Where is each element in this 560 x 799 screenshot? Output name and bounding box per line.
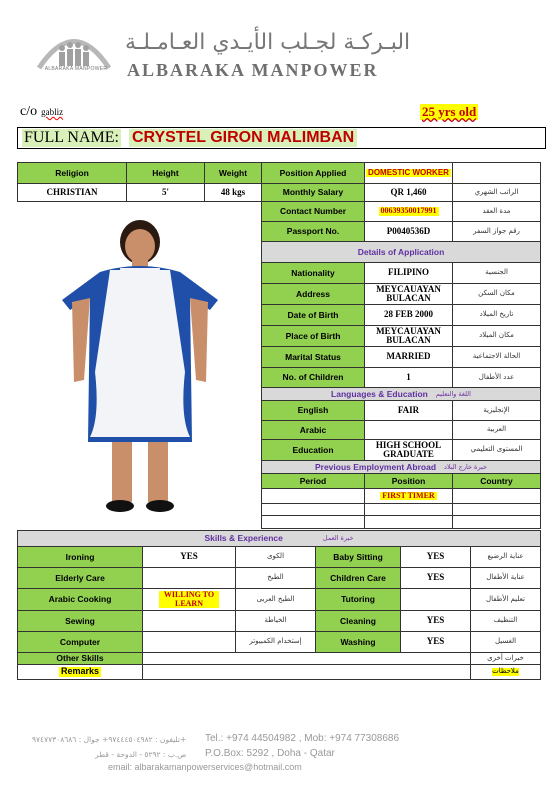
tutoring-arabic: تعليم الأطفال <box>470 588 541 611</box>
details-section-header: Details of Application <box>261 241 541 263</box>
baby-sitting-value: YES <box>400 546 471 568</box>
marital-label: Marital Status <box>261 346 365 368</box>
position-value: DOMESTIC WORKER <box>364 162 453 184</box>
english-arabic: الإنجليزية <box>452 400 541 421</box>
country-header: Country <box>452 473 541 489</box>
washing-value: YES <box>400 631 471 653</box>
cleaning-label: Cleaning <box>315 610 401 632</box>
address-arabic: مكان السكن <box>452 283 541 305</box>
children-care-arabic: عناية الأطفال <box>470 567 541 589</box>
brand-name-arabic: البـركـة لجـلب الأيـدي العـامـلـة <box>125 30 411 55</box>
children-arabic: عدد الأطفال <box>452 367 541 388</box>
passport-value: P0040536D <box>364 221 453 242</box>
arabic-cooking-value: WILLING TO LEARN <box>142 588 236 611</box>
baby-sitting-label: Baby Sitting <box>315 546 401 568</box>
dob-label: Date of Birth <box>261 304 365 326</box>
sewing-label: Sewing <box>17 610 143 632</box>
contact-arabic: مدة العقد <box>452 201 541 222</box>
emp-row-1-period <box>261 488 365 504</box>
children-care-label: Children Care <box>315 567 401 589</box>
english-label: English <box>261 400 365 421</box>
ironing-arabic: الكوى <box>235 546 316 568</box>
cleaning-arabic: التنظيف <box>470 610 541 632</box>
weight-value: 48 kgs <box>204 183 262 202</box>
footer-pobox-arabic: ص.ب : ٥٢٩٢ - الدوحة - قطر <box>95 750 187 759</box>
nationality-label: Nationality <box>261 262 365 284</box>
computer-arabic: إستخدام الكمبيوتر <box>235 631 316 653</box>
sewing-arabic: الخياطة <box>235 610 316 632</box>
worker-figure <box>20 202 260 528</box>
pob-label: Place of Birth <box>261 325 365 347</box>
footer-email: email: albarakamanpowerservices@hotmail.com <box>108 762 302 772</box>
skills-section-header: Skills & Experience خبرة العمل <box>17 530 541 547</box>
height-value: 5' <box>126 183 205 202</box>
full-name-row <box>17 127 546 149</box>
emp-row-3-position <box>364 515 453 529</box>
height-header: Height <box>126 162 205 184</box>
emp-position-header: Position <box>364 473 453 489</box>
education-value: HIGH SCHOOL GRADUATE <box>364 439 453 461</box>
arabic-label: Arabic <box>261 420 365 440</box>
dob-arabic: تاريخ الميلاد <box>452 304 541 326</box>
sewing-value <box>142 610 236 632</box>
remarks-arabic-cell: ملاحظات <box>470 664 541 680</box>
arabic-cooking-label: Arabic Cooking <box>17 588 143 611</box>
pob-arabic: مكان الميلاد <box>452 325 541 347</box>
ironing-label: Ironing <box>17 546 143 568</box>
empty-cell <box>452 162 541 184</box>
arabic-cooking-arabic: الطبخ العربى <box>235 588 316 611</box>
ironing-value: YES <box>142 546 236 568</box>
address-label: Address <box>261 283 365 305</box>
remarks-value <box>142 664 471 680</box>
emp-row-3-period <box>261 515 365 529</box>
marital-arabic: الحالة الاجتماعية <box>452 346 541 368</box>
elderly-care-label: Elderly Care <box>17 567 143 589</box>
footer-phone: Tel.: +974 44504982 , Mob: +974 77308686 <box>205 733 400 744</box>
emp-row-1-position: FIRST TIMER <box>364 488 453 504</box>
children-label: No. of Children <box>261 367 365 388</box>
arabic-value <box>364 420 453 440</box>
position-header: Position Applied <box>261 162 365 184</box>
applicant-photo <box>20 202 260 528</box>
tutoring-label: Tutoring <box>315 588 401 611</box>
tutoring-value <box>400 588 471 611</box>
salary-arabic: الراتب الشهري <box>452 183 541 202</box>
salary-value: QR 1,460 <box>364 183 453 202</box>
computer-value <box>142 631 236 653</box>
languages-section-header: Languages & Education اللغة والتعليم <box>261 387 541 401</box>
contact-label: Contact Number <box>261 201 365 222</box>
religion-header: Religion <box>17 162 127 184</box>
dob-value: 28 FEB 2000 <box>364 304 453 326</box>
passport-label: Passport No. <box>261 221 365 242</box>
arabic-arabic: العربية <box>452 420 541 440</box>
nationality-arabic: الجنسية <box>452 262 541 284</box>
education-label: Education <box>261 439 365 461</box>
period-header: Period <box>261 473 365 489</box>
english-value: FAIR <box>364 400 453 421</box>
religion-value: CHRISTIAN <box>17 183 127 202</box>
full-name-value: CRYSTEL GIRON MALIMBAN <box>129 129 357 147</box>
employment-section-header: Previous Employment Abroad خبرة خارج البلاد <box>261 460 541 474</box>
remarks-label-cell: Remarks <box>17 664 143 680</box>
brand-name: ALBARAKA MANPOWER <box>127 60 379 80</box>
passport-arabic: رقم جواز السفر <box>452 221 541 242</box>
salary-label: Monthly Salary <box>261 183 365 202</box>
weight-header: Weight <box>204 162 262 184</box>
logo-caption: ALBARAKA MANPOWER <box>44 66 108 72</box>
other-skills-arabic: خبرات أخرى <box>470 652 541 665</box>
age-badge: 25 yrs old <box>422 104 477 119</box>
other-skills-label: Other Skills <box>17 652 143 665</box>
footer-pobox: P.O.Box: 5292 , Doha - Qatar <box>205 748 335 759</box>
pob-value: MEYCAUAYAN BULACAN <box>364 325 453 347</box>
care-of: c/o gabliz <box>20 104 64 119</box>
children-value: 1 <box>364 367 453 388</box>
emp-row-3-country <box>452 515 541 529</box>
baby-sitting-arabic: عناية الرضيع <box>470 546 541 568</box>
cleaning-value: YES <box>400 610 471 632</box>
elderly-care-value <box>142 567 236 589</box>
children-care-value: YES <box>400 567 471 589</box>
washing-arabic: الغسيل <box>470 631 541 653</box>
computer-label: Computer <box>17 631 143 653</box>
footer-phone-arabic: تليفون : ٩٧٤٤٤٥٠٤٩٨٢+ جوال : ٩٧٤٧٧٣٠٨٦٨٦+ <box>32 735 187 744</box>
emp-row-1-country <box>452 488 541 504</box>
education-arabic: المستوى التعليمي <box>452 439 541 461</box>
cooking-arabic: الطبخ <box>235 567 316 589</box>
full-name-label: FULL NAME: <box>24 129 119 146</box>
address-value: MEYCAUAYAN BULACAN <box>364 283 453 305</box>
marital-value: MARRIED <box>364 346 453 368</box>
washing-label: Washing <box>315 631 401 653</box>
nationality-value: FILIPINO <box>364 262 453 284</box>
contact-value: 00639350017991 <box>364 201 453 222</box>
